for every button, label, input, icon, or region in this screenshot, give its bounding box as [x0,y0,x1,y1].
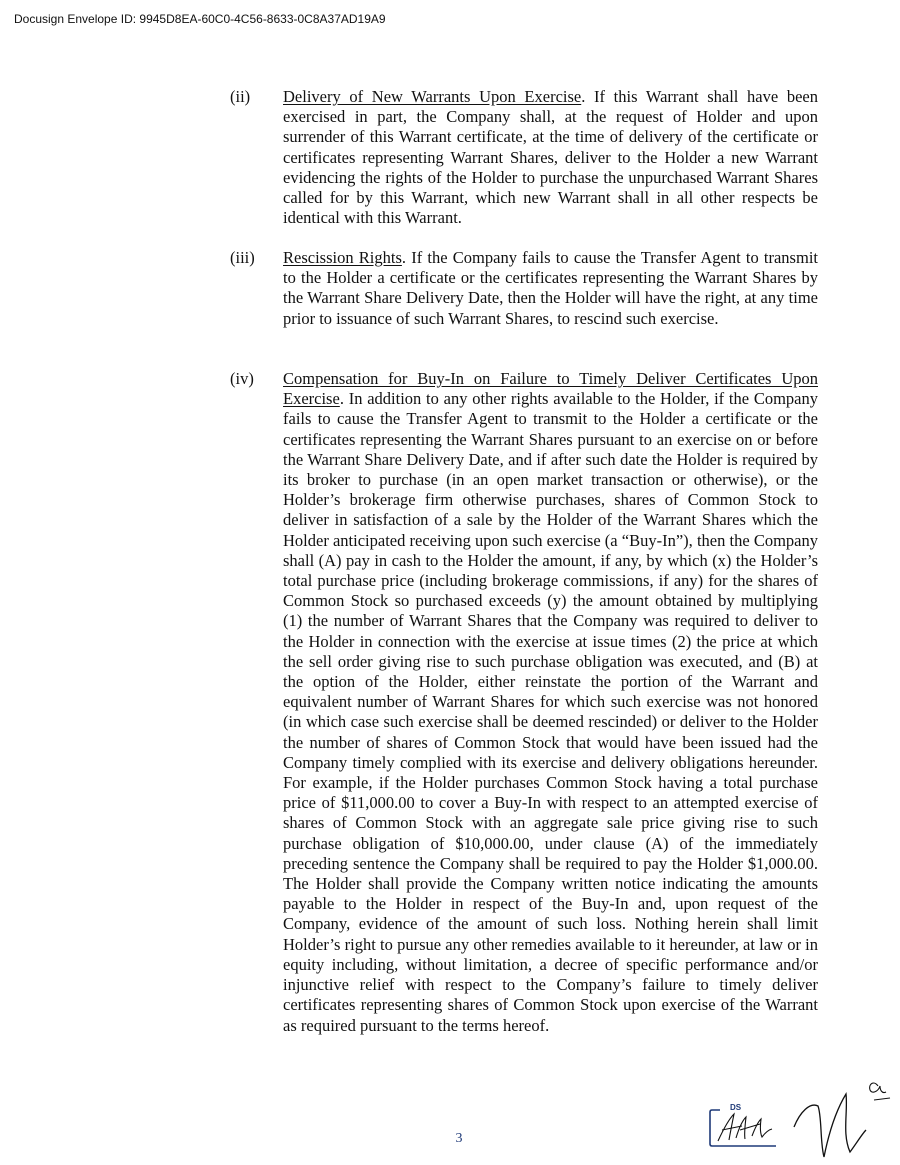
clause-iv [230,369,818,1036]
clause-body [283,248,818,329]
clause-title: Compensation for Buy-In on Failure to Timely Deliver Certificates Upon Exercise [283,369,818,409]
clause-text: . If the Company fails to cause the Transfer Agent to transmit to the Holder a certificate or the certificates representing the Warrant Shares by the Warrant Share Delivery Date, then the Holder will have the right, at any time prior to issuance of such Warrant Shares, to rescind such exercise. [283,248,818,328]
clause-iii [230,248,818,329]
clause-ii [230,87,818,228]
clause-number: (iv) [230,369,254,388]
handwritten-signature [790,1072,900,1162]
clause-body [283,369,818,1036]
docusign-initials-frame [708,1108,780,1148]
clause-text: . In addition to any other rights available to the Holder, if the Company fails to cause the Transfer Agent to transmit to the Holder a certificate or the certificates representing the Warrant Shares pursuant to an exercise on or before the Warrant Share Delivery Date, and if after such date the Holder is required by its broker to purchase (in an open market transaction or otherwise), or the Holder’s brokerage firm otherwise purchases, shares of Common Stock to deliver in satisfaction of a sale by the Holder of the Warrant Shares which the Holder anticipated receiving upon such exercise (a “Buy-In”), then the Company shall (A) pay in cash to the Holder the amount, if any, by which (x) the Holder’s total purchase price (including brokerage commissions, if any) for the shares of Common Stock so purchased exceeds (y) the amount obtained by multiplying (1) the number of Warrant Shares that the Company was required to deliver to the Holder in connection with the exercise at issue times (2) the price at which the sell order giving rise to such purchase obligation was executed, and (B) at the option of the Holder, either reinstate the portion of the Warrant and equivalent number of Warrant Shares for which such exercise was not honored (in which case such exercise shall be deemed rescinded) or deliver to the Holder the number of shares of Common Stock that would have been issued had the Company timely complied with its exercise and delivery obligations hereunder. For example, if the Holder purchases Common Stock having a total purchase price of $11,000.00 to cover a Buy-In with respect to an attempted exercise of shares of Common Stock with an aggregate sale price giving rise to such purchase obligation of $10,000.00, under clause (A) of the immediately preceding sentence the Company shall be required to pay the Holder $1,000.00. The Holder shall provide the Company written notice indicating the amounts payable to the Holder in respect of the Buy-In and, upon request of the Company, evidence of the amount of such loss. Nothing herein shall limit Holder’s right to pursue any other remedies available to it hereunder, at law or in equity including, without limitation, a decree of specific performance and/or injunctive relief with respect to the Company’s failure to timely deliver certificates representing shares of Common Stock upon exercise of the Warrant as required pursuant to the terms hereof. [283,389,818,1035]
clause-number: (iii) [230,248,255,267]
clause-title: Delivery of New Warrants Upon Exercise [283,87,582,106]
envelope-id: Docusign Envelope ID: 9945D8EA-60C0-4C56-8633-0C8A37AD19A9 [14,12,386,26]
clause-title: Rescission Rights [283,248,402,267]
page-number: 3 [455,1131,463,1146]
clause-text: . If this Warrant shall have been exercised in part, the Company shall, at the request of Holder and upon surrender of this Warrant certificate, at the time of delivery of the certificate or certificates representing Warrant Shares, deliver to the Holder a new Warrant evidencing the rights of the Holder to purchase the unpurchased Warrant Shares called for by this Warrant, which new Warrant shall in all other respects be identical with this Warrant. [283,87,818,228]
clause-body [283,87,818,228]
ds-label: DS [730,1103,742,1112]
clause-number: (ii) [230,87,251,106]
